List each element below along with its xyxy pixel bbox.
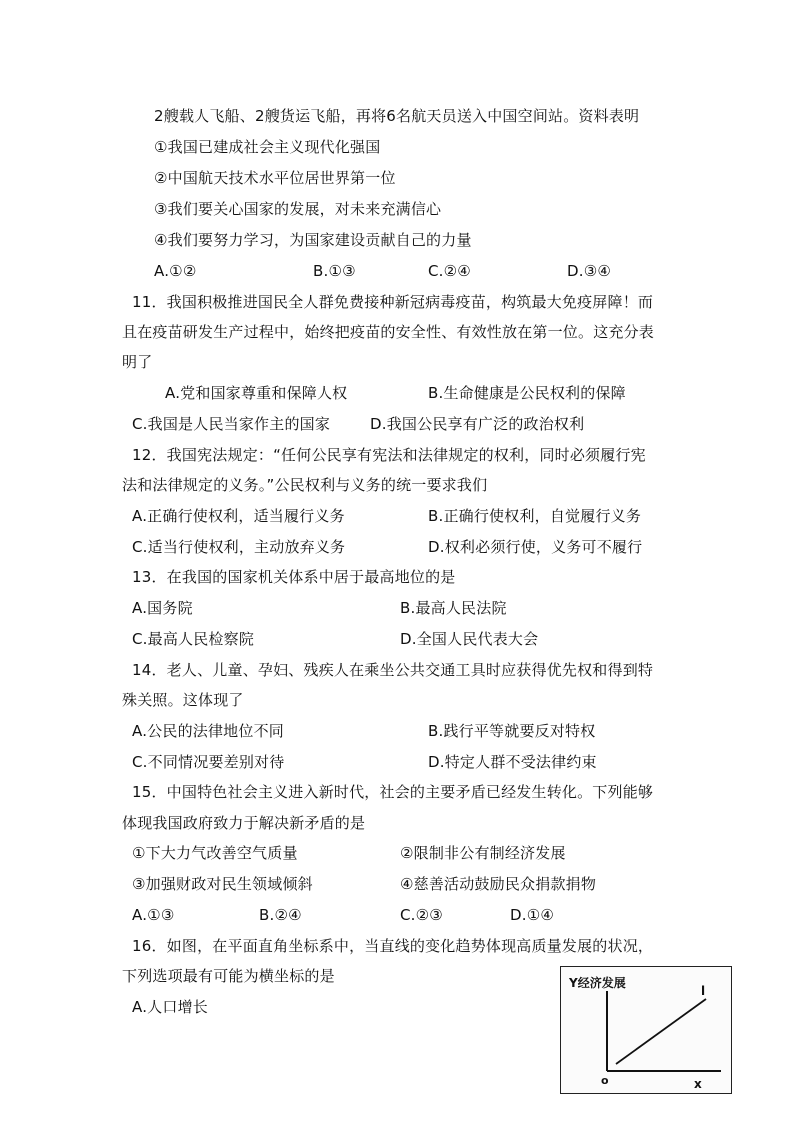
q15-stem-line-1: 15．中国特色社会主义进入新时代，社会的主要矛盾已经发生转化。下列能够 bbox=[132, 783, 654, 801]
q16-stem-line-1: 16．如图，在平面直角坐标系中，当直线的变化趋势体现高质量发展的状况， bbox=[132, 937, 654, 955]
trend-line bbox=[616, 999, 706, 1064]
q11-option-d: D.我国公民享有广泛的政治权利 bbox=[370, 415, 585, 433]
line-label: l bbox=[701, 984, 706, 998]
q15-item-2: ②限制非公有制经济发展 bbox=[400, 844, 566, 862]
q16-figure-graph bbox=[561, 967, 731, 1093]
q11-option-c: C.我国是人民当家作主的国家 bbox=[132, 415, 331, 433]
q15-item-1: ①下大力气改善空气质量 bbox=[132, 844, 298, 862]
q13-option-c: C.最高人民检察院 bbox=[132, 630, 255, 648]
q11-stem-line-1: 11．我国积极推进国民全人群免费接种新冠病毒疫苗，构筑最大免疫屏障！而 bbox=[132, 293, 654, 311]
q16-option-a: A.人口增长 bbox=[132, 998, 208, 1016]
q14-stem-line-1: 14．老人、儿童、孕妇、残疾人在乘坐公共交通工具时应获得优先权和得到特 bbox=[132, 661, 654, 679]
q14-option-b: B.践行平等就要反对特权 bbox=[428, 722, 596, 740]
q10-item-1: ①我国已建成社会主义现代化强国 bbox=[154, 138, 381, 156]
q13-option-b: B.最高人民法院 bbox=[400, 599, 507, 617]
x-axis-label: x bbox=[694, 1077, 702, 1091]
y-axis-label: Y经济发展 bbox=[569, 976, 626, 990]
q15-option-b: B.②④ bbox=[259, 906, 302, 924]
q10-stem-continuation: 2艘载人飞船、2艘货运飞船，再将6名航天员送入中国空间站。资料表明 bbox=[154, 107, 640, 125]
q10-item-2: ②中国航天技术水平位居世界第一位 bbox=[154, 169, 396, 187]
q14-option-a: A.公民的法律地位不同 bbox=[132, 722, 284, 740]
q12-option-d: D.权利必须行使，义务可不履行 bbox=[428, 538, 643, 556]
q10-option-a: A.①② bbox=[154, 262, 197, 280]
q15-item-3: ③加强财政对民生领域倾斜 bbox=[132, 875, 313, 893]
q15-item-4: ④慈善活动鼓励民众捐款捐物 bbox=[400, 875, 597, 893]
q12-option-c: C.适当行使权利，主动放弃义务 bbox=[132, 538, 346, 556]
q14-option-d: D.特定人群不受法律约束 bbox=[428, 753, 597, 771]
q13-stem-line-1: 13．在我国的国家机关体系中居于最高地位的是 bbox=[132, 568, 456, 586]
q15-option-a: A.①③ bbox=[132, 906, 175, 924]
q11-option-b: B.生命健康是公民权利的保障 bbox=[428, 384, 626, 402]
q12-stem-line-1: 12．我国宪法规定：“任何公民享有宪法和法律规定的权利，同时必须履行宪 bbox=[132, 446, 646, 464]
q16-figure bbox=[560, 966, 732, 1094]
q11-option-a: A.党和国家尊重和保障人权 bbox=[165, 384, 348, 402]
q10-option-b: B.①③ bbox=[313, 262, 356, 280]
q16-stem-line-2: 下列选项最有可能为横坐标的是 bbox=[122, 967, 335, 985]
q15-stem-line-2: 体现我国政府致力于解决新矛盾的是 bbox=[122, 814, 366, 832]
q12-option-b: B.正确行使权利，自觉履行义务 bbox=[428, 507, 642, 525]
q15-option-d: D.①④ bbox=[510, 906, 555, 924]
q11-stem-line-2: 且在疫苗研发生产过程中，始终把疫苗的安全性、有效性放在第一位。这充分表 bbox=[122, 323, 655, 341]
q14-stem-line-2: 殊关照。这体现了 bbox=[122, 691, 244, 709]
q10-item-4: ④我们要努力学习，为国家建设贡献自己的力量 bbox=[154, 231, 472, 249]
q10-option-d: D.③④ bbox=[567, 262, 612, 280]
q13-option-a: A.国务院 bbox=[132, 599, 193, 617]
q14-option-c: C.不同情况要差别对待 bbox=[132, 753, 285, 771]
q12-stem-line-2: 法和法律规定的义务。”公民权利与义务的统一要求我们 bbox=[122, 476, 488, 494]
q11-stem-line-3: 明了 bbox=[122, 353, 153, 371]
q10-option-c: C.②④ bbox=[428, 262, 471, 280]
q15-option-c: C.②③ bbox=[400, 906, 443, 924]
q10-item-3: ③我们要关心国家的发展，对未来充满信心 bbox=[154, 200, 442, 218]
q13-option-d: D.全国人民代表大会 bbox=[400, 630, 539, 648]
origin-label: o bbox=[601, 1074, 609, 1087]
q12-option-a: A.正确行使权利，适当履行义务 bbox=[132, 507, 345, 525]
